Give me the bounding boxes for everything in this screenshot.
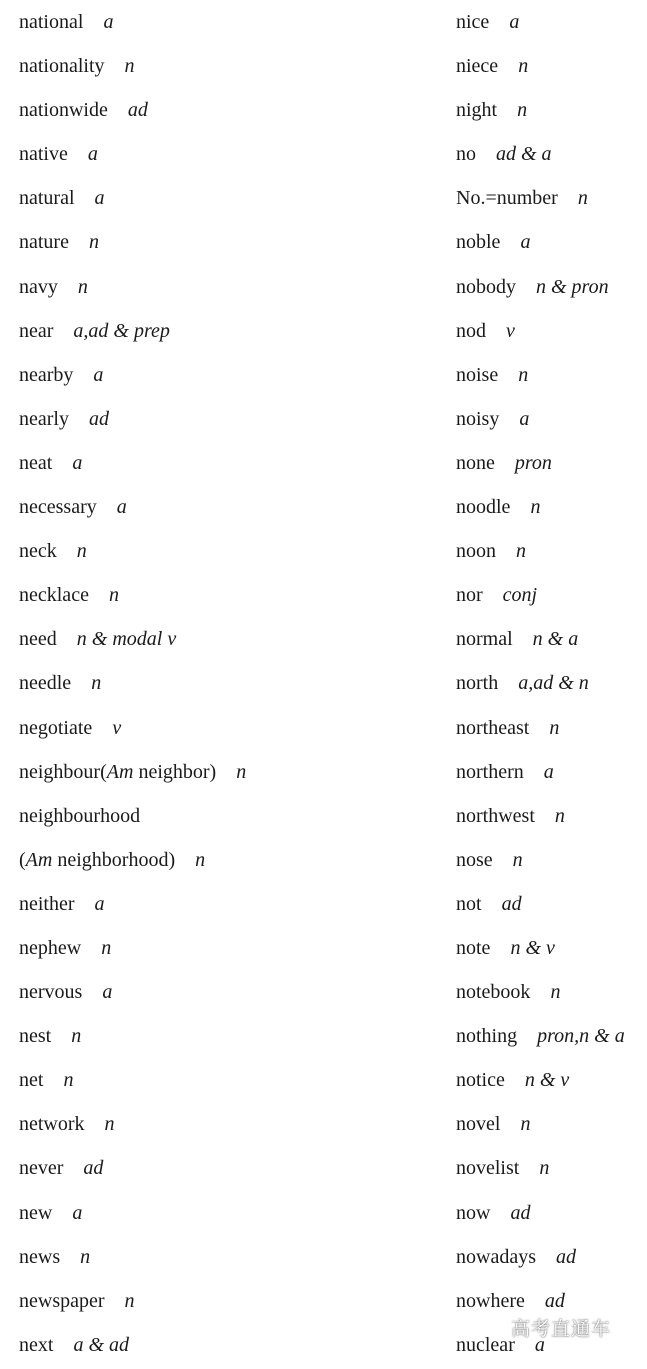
vocabulary-entry	[456, 1102, 647, 1146]
entry-part-of-speech: a	[72, 451, 83, 474]
entry-part-of-speech: ad	[127, 99, 148, 122]
entry-word: night	[456, 99, 498, 122]
entry-part-of-speech: a	[509, 11, 520, 33]
entry-part-of-speech: n	[71, 1025, 82, 1048]
entry-word: necessary	[19, 496, 97, 519]
entry-word: news	[19, 1245, 61, 1268]
vocabulary-entry	[19, 44, 439, 88]
vocabulary-entry	[19, 750, 439, 794]
entry-word: noisy	[456, 407, 500, 430]
entry-part-of-speech: pron,n & a	[537, 1025, 625, 1048]
entry-part-of-speech: v	[506, 319, 515, 342]
entry-part-of-speech: a	[87, 143, 98, 166]
entry-part-of-speech: n & pron	[536, 275, 609, 298]
entry-word	[19, 759, 216, 785]
entry-word: nature	[19, 231, 69, 254]
entry-part-of-speech: ad	[88, 407, 109, 430]
entry-part-of-speech: n	[539, 1157, 550, 1180]
entry-word: neck	[19, 540, 57, 563]
vocabulary-entry	[19, 970, 439, 1014]
entry-part-of-speech: n	[518, 363, 529, 386]
entry-part-of-speech: n	[88, 231, 99, 254]
vocabulary-entry	[456, 1058, 647, 1102]
vocabulary-entry	[456, 485, 647, 529]
vocabulary-entry	[19, 1102, 439, 1146]
entry-word: near	[19, 319, 54, 342]
entry-word: necklace	[19, 584, 89, 607]
vocabulary-entry	[456, 1191, 647, 1235]
vocabulary-entry	[456, 573, 647, 617]
entry-word: nationality	[19, 55, 105, 78]
entry-part-of-speech: ad	[510, 1201, 531, 1224]
entry-part-of-speech: n & a	[532, 628, 579, 651]
entry-part-of-speech: n	[577, 187, 588, 210]
entry-word: nowadays	[456, 1245, 536, 1268]
entry-part-of-speech: n	[124, 1289, 135, 1312]
entry-word: noise	[456, 363, 499, 386]
vocabulary-entry	[19, 397, 439, 441]
entry-word: now	[456, 1201, 491, 1224]
vocabulary-entry	[456, 44, 647, 88]
entry-word: noon	[456, 540, 496, 563]
entry-part-of-speech: a	[534, 1333, 545, 1356]
entry-part-of-speech: n	[554, 804, 565, 827]
entry-word: nest	[19, 1025, 52, 1048]
vocabulary-entry	[456, 220, 647, 264]
entry-word: nervous	[19, 981, 83, 1004]
entry-word: nobody	[456, 275, 516, 298]
vocabulary-entry	[19, 176, 439, 220]
vocabulary-entry	[456, 617, 647, 661]
entry-part-of-speech: pron	[514, 451, 552, 474]
entry-part-of-speech: n	[91, 672, 102, 695]
vocabulary-entry	[19, 441, 439, 485]
entry-word: needle	[19, 672, 72, 695]
entry-part-of-speech: n	[76, 540, 87, 563]
vocabulary-entry	[456, 750, 647, 794]
entry-word-variant-label: Am	[106, 760, 134, 783]
entry-word: noble	[456, 231, 501, 254]
entry-part-of-speech: n	[530, 496, 541, 519]
entry-word: northwest	[456, 804, 535, 827]
entry-word-suffix: neighborhood)	[52, 848, 176, 871]
vocabulary-column-right	[456, 0, 647, 1367]
entry-part-of-speech: a	[116, 496, 127, 519]
entry-word: No.=number	[456, 187, 558, 210]
entry-part-of-speech: ad	[555, 1245, 576, 1268]
vocabulary-entry	[456, 441, 647, 485]
entry-part-of-speech: n	[549, 716, 560, 739]
entry-part-of-speech: a	[520, 231, 531, 254]
entry-word: not	[456, 892, 482, 915]
entry-part-of-speech: n	[518, 55, 529, 78]
entry-word: negotiate	[19, 716, 93, 739]
vocabulary-entry	[19, 1323, 439, 1367]
entry-word: neighbourhood	[19, 804, 141, 827]
vocabulary-entry	[456, 1146, 647, 1190]
vocabulary-entry	[19, 353, 439, 397]
vocabulary-column-left	[19, 0, 439, 1367]
entry-word: native	[19, 143, 68, 166]
entry-part-of-speech: n	[516, 540, 526, 563]
vocabulary-entry	[19, 1014, 439, 1058]
entry-word: nod	[456, 319, 486, 342]
entry-part-of-speech: ad	[544, 1289, 565, 1312]
entry-word: navy	[19, 275, 58, 298]
entry-word-suffix: neighbor)	[133, 760, 217, 783]
entry-part-of-speech: a,ad & prep	[73, 319, 170, 342]
vocabulary-entry	[456, 706, 647, 750]
entry-word: nephew	[19, 936, 82, 959]
vocabulary-entry	[456, 838, 647, 882]
entry-word: next	[19, 1333, 54, 1356]
entry-word: niece	[456, 55, 499, 78]
vocabulary-entry	[19, 882, 439, 926]
entry-word-variant-label: Am	[25, 848, 53, 871]
vocabulary-entry	[456, 794, 647, 838]
entry-part-of-speech: ad	[83, 1157, 104, 1180]
vocabulary-entry	[456, 88, 647, 132]
entry-part-of-speech: n	[63, 1069, 74, 1092]
vocabulary-entry	[19, 926, 439, 970]
entry-part-of-speech: a	[72, 1201, 83, 1224]
entry-word: nearby	[19, 363, 74, 386]
vocabulary-entry	[19, 794, 439, 838]
entry-part-of-speech: n	[550, 981, 561, 1004]
vocabulary-entry	[456, 0, 647, 44]
entry-part-of-speech: n	[108, 584, 119, 607]
vocabulary-entry	[19, 617, 439, 661]
entry-word: nowhere	[456, 1289, 525, 1312]
entry-part-of-speech: a	[543, 760, 554, 783]
entry-part-of-speech: n	[101, 936, 112, 959]
entry-part-of-speech: conj	[502, 584, 538, 607]
entry-word: nearly	[19, 407, 69, 430]
entry-word: nuclear	[456, 1333, 515, 1356]
entry-part-of-speech: n & modal v	[76, 628, 177, 651]
entry-word: novel	[456, 1113, 501, 1136]
vocabulary-entry	[456, 309, 647, 353]
vocabulary-entry	[456, 265, 647, 309]
entry-part-of-speech: n	[517, 99, 528, 122]
vocabulary-entry	[456, 353, 647, 397]
entry-word: northeast	[456, 716, 530, 739]
entry-part-of-speech: n	[77, 275, 88, 298]
entry-word: nor	[456, 584, 483, 607]
entry-part-of-speech: a	[93, 363, 104, 386]
entry-word: neither	[19, 892, 75, 915]
entry-word: nice	[456, 11, 490, 33]
entry-word	[19, 847, 175, 873]
entry-word: none	[456, 451, 495, 474]
entry-part-of-speech: a	[102, 981, 113, 1004]
vocabulary-entry	[19, 265, 439, 309]
entry-part-of-speech: v	[112, 716, 122, 739]
entry-word: nationwide	[19, 99, 108, 122]
entry-part-of-speech: a,ad & n	[518, 672, 589, 695]
entry-part-of-speech: a	[103, 11, 114, 33]
entry-part-of-speech: n & v	[510, 936, 555, 959]
entry-part-of-speech: n	[124, 55, 135, 78]
entry-word: northern	[456, 760, 524, 783]
entry-word: need	[19, 628, 57, 651]
entry-part-of-speech: n	[195, 848, 206, 871]
vocabulary-entry	[19, 1235, 439, 1279]
vocabulary-entry	[456, 397, 647, 441]
vocabulary-entry	[19, 88, 439, 132]
vocabulary-entry	[19, 1146, 439, 1190]
entry-part-of-speech: a	[94, 187, 105, 210]
entry-word: net	[19, 1069, 44, 1092]
entry-part-of-speech: n	[80, 1245, 91, 1268]
vocabulary-entry	[19, 529, 439, 573]
entry-part-of-speech: a & ad	[73, 1333, 129, 1356]
entry-word: notebook	[456, 981, 531, 1004]
vocabulary-entry	[19, 573, 439, 617]
vocabulary-entry	[456, 132, 647, 176]
entry-word: noodle	[456, 496, 511, 519]
vocabulary-entry	[456, 661, 647, 705]
vocabulary-entry	[19, 1058, 439, 1102]
vocabulary-entry	[456, 926, 647, 970]
vocabulary-entry	[19, 838, 439, 882]
entry-part-of-speech: a	[519, 407, 530, 430]
entry-word: novelist	[456, 1157, 520, 1180]
entry-part-of-speech: n	[236, 760, 247, 783]
entry-word: nothing	[456, 1025, 518, 1048]
entry-word: no	[456, 143, 476, 166]
entry-part-of-speech: a	[94, 892, 105, 915]
entry-word-prefix: (	[19, 848, 26, 871]
entry-word: notice	[456, 1069, 505, 1092]
vocabulary-entry	[456, 882, 647, 926]
vocabulary-entry	[19, 132, 439, 176]
vocabulary-entry	[456, 176, 647, 220]
vocabulary-entry	[456, 1014, 647, 1058]
vocabulary-entry	[19, 706, 439, 750]
vocabulary-entry	[19, 1191, 439, 1235]
watermark: 高考直通车	[511, 1318, 612, 1340]
entry-word: national	[19, 11, 84, 33]
entry-part-of-speech: ad & a	[496, 143, 552, 166]
entry-word: never	[19, 1157, 64, 1180]
entry-word: natural	[19, 187, 75, 210]
vocabulary-entry	[456, 970, 647, 1014]
entry-part-of-speech: n	[520, 1113, 531, 1136]
vocabulary-entry	[19, 1279, 439, 1323]
entry-word: note	[456, 936, 491, 959]
entry-part-of-speech: ad	[501, 892, 522, 915]
vocabulary-entry	[19, 485, 439, 529]
entry-word: network	[19, 1113, 85, 1136]
vocabulary-entry	[19, 309, 439, 353]
vocabulary-entry	[456, 1235, 647, 1279]
entry-word: new	[19, 1201, 53, 1224]
entry-part-of-speech: n	[512, 848, 523, 871]
entry-word: newspaper	[19, 1289, 105, 1312]
vocabulary-entry	[19, 0, 439, 44]
entry-word: neat	[19, 451, 53, 474]
entry-part-of-speech: n & v	[524, 1069, 570, 1092]
entry-word: north	[456, 672, 499, 695]
vocabulary-entry	[19, 220, 439, 264]
entry-word: normal	[456, 628, 513, 651]
entry-part-of-speech: n	[104, 1113, 115, 1136]
vocabulary-entry	[19, 661, 439, 705]
vocabulary-entry	[456, 529, 647, 573]
entry-word-prefix: neighbour(	[19, 760, 107, 783]
entry-word: nose	[456, 848, 493, 871]
